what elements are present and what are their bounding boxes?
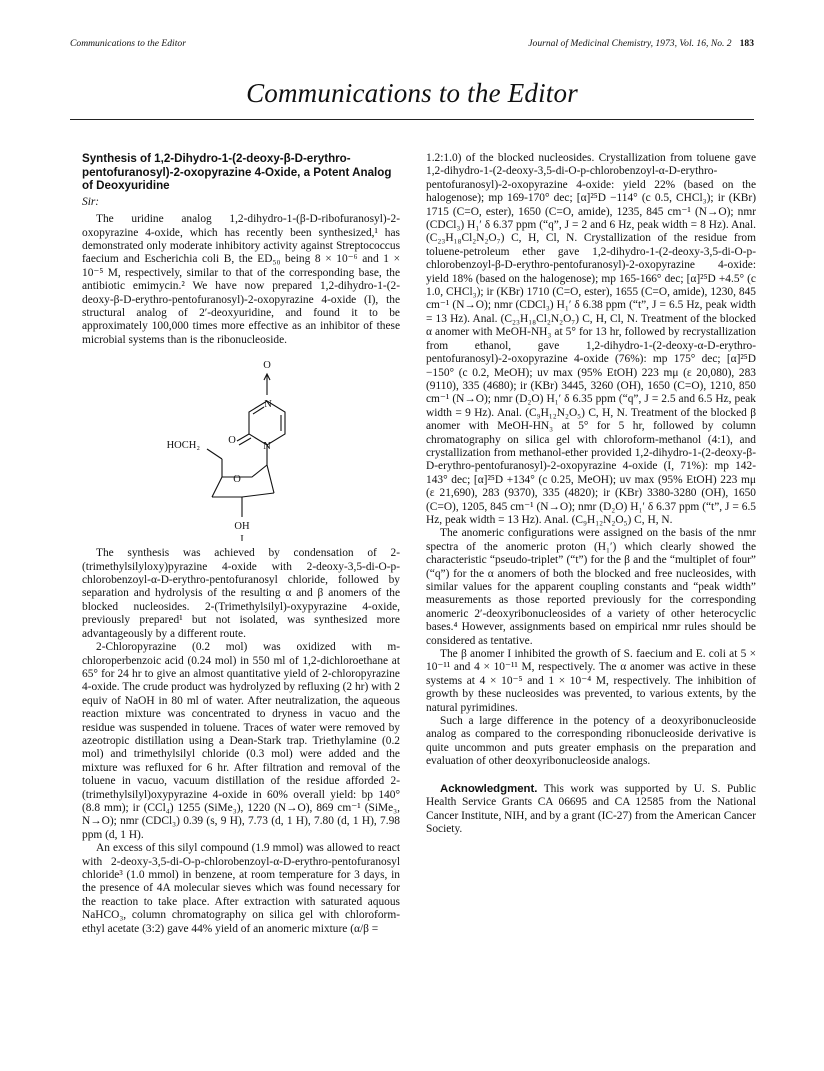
paragraph: An excess of this silyl compound (1.9 mmol) was allowed to react with 2-deoxy-3,5-di-O-p-chlorobenzoyl-α-D-erythro-pentofuranosyl chloride³ (1.0 mmol) in benzene, at room temperature for 3 days, in the presence of 4A molecular sieves which was found necessary for the reaction to take place. After extraction with saturated aquous NaHCO₃, column chromatography on silica gel with chloroform-ethyl acetate (3:2) gave 44% yield of an anomeric mixture (α/β = [82, 842, 400, 935]
sugar-ring-base [242, 493, 274, 497]
page-number: 183 [739, 38, 754, 49]
paragraph: The anomeric configurations were assigned on the basis of the nmr spectra of the anomeric proton (H₁′) which clearly showed the characteristic “pseudo-triplet” (“t”) for the β and the “multiplet of four” (“q”) for the α anomers of both the blocked and free nucleosides, with similar values for the apparent coupling constants and “peak width” measurements as those reported previously for the corresponding anomeric 2′-deoxyribonucleosides of a variety of other heterocyclic bases.⁴ However, assignments based on empirical nmr rules should be considered as tentative. [426, 527, 756, 647]
chemical-structure [82, 351, 400, 541]
oxide-o-label: O [263, 360, 271, 372]
ring-o-label: O [233, 474, 241, 486]
acknowledgment-heading: Acknowledgment. [440, 782, 538, 795]
sugar-ring-right [267, 465, 274, 493]
sugar-ring-top [222, 465, 267, 477]
oh-label: OH [234, 521, 250, 533]
paragraph: The uridine analog 1,2-dihydro-1-(β-D-ribofuranosyl)-2-oxopyrazine 4-oxide, which has recently been synthesized,¹ has demonstrated only moderate inhibitory activity against Streptococcus faecium and Escherichia coli B, the ED₅₀ being 8 × 10⁻⁶ and 1 × 10⁻⁵ M, respectively, similar to that of the corresponding base, the antibiotic emimycin.² We have now prepared 1,2-dihydro-1-(2-deoxy-β-D-erythro-pentofuranosyl)-2-oxopyrazine 4-oxide (I), the structural analog of 2′-deoxyuridine, and found it to be approximately 100,000 times more effective as an inhibitor of these microbial systems than is the ribonucleoside. [82, 213, 400, 346]
hoch2-label: HOCH₂ [166, 440, 200, 452]
article-title: Synthesis of 1,2-Dihydro-1-(2-deoxy-β-D-erythro-pentofuranosyl)-2-oxopyrazine 4-Oxide, a Potent Analog of Deoxyuridine [82, 152, 392, 193]
paragraph: The β anomer I inhibited the growth of S. faecium and E. coli at 5 × 10⁻¹¹ and 4 × 10⁻¹¹ M, respectively. The α anomer was active in these systems at 4 × 10⁻⁵ and 1 × 10⁻⁴ M, respectively. The inhibition of growth by these nucleosides was prevented, to various extents, by the natural pyrimidines. [426, 648, 756, 714]
paragraph-continued: 1.2:1.0) of the blocked nucleosides. Crystallization from toluene gave 1,2-dihydro-1-(2-deoxy-3,5-di-O-p-chlorobenzoyl-α-D-erythro-pentofuranosyl)-2-oxopyrazine 4-oxide: yield 22% (based on the halogenose); mp 169-170° dec; [α]²⁵D −114° (c 0.5, CHCl₃); ir (KBr) 1715 (C=O, ester), 1650 (C=O, amide), 1235, 845 cm⁻¹ (N→O); nmr (CDCl₃) H₁′ δ 6.37 ppm (“q”, J = 2 and 6 Hz, peak width = 8 Hz). Anal. (C₂₃H₁₈Cl₂N₂O₇) C, H, Cl, N. Crystallization of the residue from toluene-petroleum ether gave 1,2-dihydro-1-(2-deoxy-3,5-di-O-p-chlorobenzoyl-β-D-erythro-pentofuranosyl)-2-oxopyrazine 4-oxide: yield 18% (based on the halogenose); mp 165-166° dec; [α]²⁵D +4.5° (c 1.0, CHCl₃); ir (KBr) 1710 (C=O, ester), 1655 (C=O, amide), 1230, 845 cm⁻¹ (N→O); nmr (CDCl₃) H₁′ δ 6.38 ppm (“t”, J = 6.5 Hz, peak width = 13 Hz). Anal. (C₂₃H₁₈Cl₂N₂O₇) C, H, Cl, N. Treatment of the blocked α anomer with MeOH-NH₃ at 5° for 13 hr, followed by recrystallization from ethanol, gave 1,2-dihydro-1-(2-deoxy-α-D-erythro-pentofuranosyl)-2-oxopyrazine 4-oxide (76%): mp 175° dec; [α]²⁵D −150° (c 0.2, MeOH); uv max (95% EtOH) 223 mμ (ε 20,080), 283 (9110), 335 (4680); ir (KBr) 3445, 3260 (OH), 1650 (C=O), 1210, 850 cm⁻¹ (N→O); nmr (D₂O) H₁′ δ 6.35 ppm (“q”, J = 2.5 and 6.5 Hz, peak width = 9 Hz). Anal. (C₉H₁₂N₂O₅) C, H, N. Treatment of the blocked β anomer with MeOH-HN₃ at 5° for 5 hr, followed by column chromatography on silica gel with chloroform-methanol (4:1), and crystallization from methanol-ether provided 1,2-dihydro-1-(2-deoxy-β-D-erythro-pentofuranosyl)-2-oxopyrazine 4-oxide (I, 71%): mp 142-143° dec; [α]²⁵D +134° (c 0.25, MeOH); uv max (95% EtOH) 223 mμ (ε 21,690), 283 (9370), 335 (4820); ir (KBr) 3380-3280 (OH), 1650 (C=O), 1205, 845 cm⁻¹ (N→O); nmr (D₂O) H₁′ δ 6.37 ppm (“t”, J = 6.5 Hz, peak width = 13 Hz). Anal. (C₉H₁₂N₂O₅) C, H, N. [426, 152, 756, 526]
running-header-right [528, 38, 754, 49]
acknowledgment-text: This work was supported by U. S. Public Health Service Grants CA 06695 and CA 12585 from the National Cancer Institute, NIH, and by a grant (IC-27) from the American Cancer Society. [426, 782, 756, 835]
acknowledgment [426, 783, 756, 837]
sugar-ring-left [212, 477, 222, 497]
header-rule [70, 119, 754, 120]
running-header-left: Communications to the Editor [70, 38, 186, 49]
journal-citation: Journal of Medicinal Chemistry, 1973, Vol. 16, No. 2 [528, 38, 732, 49]
ch2oh-bond-2 [207, 449, 222, 459]
paragraph: The synthesis was achieved by condensation of 2-(trimethylsilyloxy)pyrazine 4-oxide with 2-deoxy-3,5-di-O-p-chlorobenzoyl-α-D-erythro-pentofuranosyl chloride, followed by separation and hydrolysis of the resulting α and β anomers of the blocked nucleosides. 2-(Trimethylsilyl)-oxypyrazine 4-oxide, previously prepared¹ but not isolated, was synthesized more advantageously by a different route. [82, 547, 400, 640]
compound-label: I [240, 534, 244, 542]
right-column [426, 152, 756, 836]
ring-n-top-label: N [264, 399, 272, 411]
paragraph: 2-Chloropyrazine (0.2 mol) was oxidized with m-chloroperbenzoic acid (0.24 mol) in 550 ml of 1,2-dichloroethane at 65° for 24 hr to give an almost quantitative yield of 2-chloropyrazine 4-oxide. The crude product was hydrolyzed by refluxing (2 hr) with 2 equiv of NaOH in 80 ml of water. After neutralization, the aqueous reaction mixture was concentrated to dryness in vacuo and the residue was suspended in toluene. Traces of water were removed by azeotropic distillation using a Dean-Stark trap. Triethylamine (0.2 mol) and trimethylsilyl chloride (0.3 mol) were added and the mixture was refluxed for 6 hr. After filtration and removal of the toluene in vacuo, vacuum distillation of the residue afforded 2-(trimethylsilyl)oxypyrazine 4-oxide in 60% overall yield: bp 140° (8.8 mm); ir (CCl₄) 1255 (SiMe₃), 1220 (N→O), 869 cm⁻¹ (SiMe₃, N→O); nmr (CDCl₃) 0.39 (s, 9 H), 7.73 (d, 1 H), 7.80 (d, 1 H), 7.98 ppm (d, 1 H). [82, 641, 400, 841]
left-column [82, 152, 400, 936]
ring-n-bottom-label: N [263, 441, 271, 453]
salutation: Sir: [82, 195, 100, 208]
section-title: Communications to the Editor [246, 78, 578, 108]
paragraph: Such a large difference in the potency of a deoxyribonucleoside analog as compared to the corresponding ribonucleoside derivative is quite uncommon and puts greater emphasis on the preparation and evaluation of other deoxyribonucleoside analogs. [426, 715, 756, 768]
carbonyl-o-label: O [228, 435, 236, 447]
